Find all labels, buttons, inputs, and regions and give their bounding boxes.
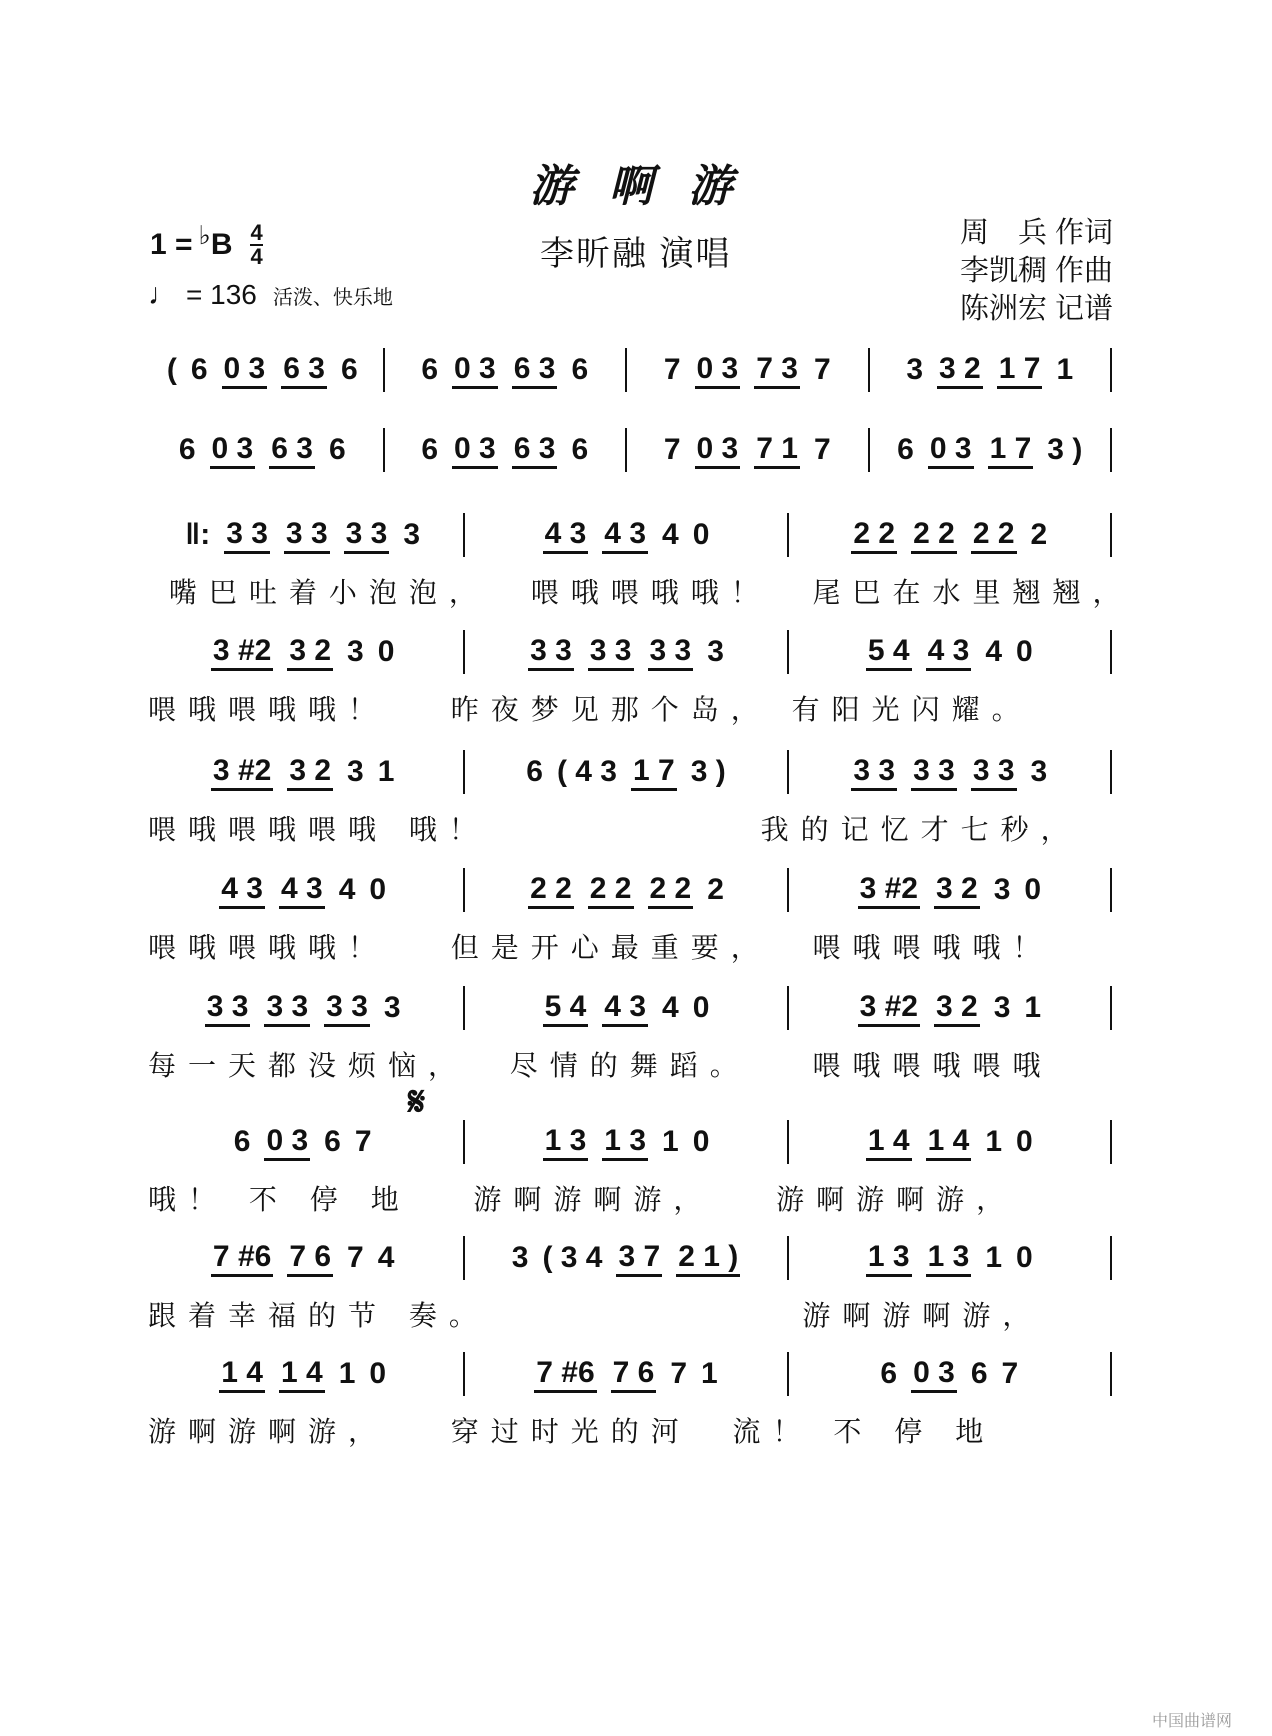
note-token: 0 bbox=[1024, 873, 1042, 906]
note-token: 1 3 bbox=[866, 1240, 912, 1277]
measure bbox=[876, 432, 1105, 469]
note-token: 1 3 bbox=[543, 1124, 589, 1161]
barline bbox=[1110, 348, 1112, 392]
note-token: 3 2 bbox=[934, 990, 980, 1027]
measure bbox=[148, 517, 457, 554]
barline bbox=[463, 1236, 465, 1280]
barline bbox=[625, 428, 627, 472]
measure bbox=[148, 990, 457, 1027]
measure bbox=[633, 352, 862, 389]
note-token: 1 7 bbox=[631, 754, 677, 791]
note-token: 4 bbox=[985, 635, 1003, 668]
note-token: 2 2 bbox=[528, 872, 574, 909]
credits bbox=[960, 214, 1113, 328]
measure bbox=[795, 634, 1104, 671]
note-token: 3 3 bbox=[324, 990, 370, 1027]
note-line bbox=[148, 622, 1118, 682]
note-token: 7 1 bbox=[754, 432, 800, 469]
note-token: 3 3 bbox=[284, 517, 330, 554]
note-token: 0 bbox=[692, 1125, 710, 1158]
note-token: 6 bbox=[233, 1125, 251, 1158]
measure bbox=[795, 754, 1104, 791]
note-line bbox=[148, 860, 1118, 920]
note-token: 0 bbox=[377, 635, 395, 668]
time-top: 4 bbox=[250, 220, 263, 245]
measure bbox=[148, 1356, 457, 1393]
barline bbox=[463, 630, 465, 674]
barline bbox=[1110, 1120, 1112, 1164]
note-line bbox=[148, 978, 1118, 1038]
measure bbox=[471, 634, 780, 671]
note-token: 6 3 bbox=[512, 352, 558, 389]
score-row bbox=[148, 978, 1118, 1080]
singer-credit: 李昕融 演唱 bbox=[540, 235, 732, 273]
barline bbox=[1110, 1352, 1112, 1396]
note-token: 0 3 bbox=[222, 352, 268, 389]
note-token: 3 ) bbox=[1047, 433, 1083, 466]
note-token: 4 bbox=[662, 518, 679, 551]
note-token: 5 4 bbox=[866, 634, 912, 671]
note-token: 7 bbox=[813, 353, 831, 386]
note-line bbox=[148, 1112, 1118, 1172]
barline bbox=[787, 630, 789, 674]
composer: 李凯稠 作曲 bbox=[960, 255, 1114, 287]
note-token: 3 bbox=[993, 873, 1011, 906]
score-row bbox=[148, 1228, 1118, 1330]
note-token: 3 #2 bbox=[858, 990, 920, 1027]
note-line bbox=[148, 505, 1118, 565]
measure bbox=[795, 517, 1104, 554]
note-token: 3 3 bbox=[971, 754, 1017, 791]
barline bbox=[1110, 1236, 1112, 1280]
score-row bbox=[148, 622, 1118, 724]
note-token: 3 bbox=[403, 518, 421, 551]
note-token: 4 bbox=[662, 991, 679, 1024]
measure bbox=[148, 634, 457, 671]
note-token: 6 3 bbox=[281, 352, 327, 389]
note-token: 6 bbox=[324, 1125, 341, 1158]
note-token: 7 6 bbox=[611, 1356, 657, 1393]
time-signature bbox=[250, 222, 262, 268]
score-row bbox=[148, 1344, 1118, 1446]
tempo-marking bbox=[148, 278, 393, 312]
note-token: 0 3 bbox=[928, 432, 974, 469]
measure bbox=[471, 517, 780, 554]
note-token: 3 2 bbox=[934, 872, 980, 909]
measure bbox=[391, 432, 620, 469]
note-token: 6 bbox=[421, 433, 439, 466]
lyric-line: 游啊游啊游， 穿过时光的河 流！ 不 停 地 bbox=[148, 1415, 996, 1448]
note-token: 3 bbox=[906, 353, 924, 386]
note-token: 6 bbox=[190, 353, 208, 386]
measure bbox=[471, 1240, 780, 1277]
key-prefix: 1 = bbox=[150, 228, 193, 261]
score-row bbox=[148, 505, 1133, 609]
note-token: 1 bbox=[985, 1125, 1003, 1158]
measure bbox=[471, 1124, 780, 1161]
note-token: 3 3 bbox=[264, 990, 310, 1027]
note-token: 3 3 bbox=[851, 754, 897, 791]
lyric-line: 跟着幸福的节 奏。 游啊游啊游， bbox=[148, 1299, 1043, 1332]
note-token: 4 3 bbox=[543, 517, 589, 554]
note-token: 0 3 bbox=[695, 352, 741, 389]
note-token: 3 3 bbox=[528, 634, 574, 671]
note-token: 6 bbox=[340, 353, 358, 386]
note-token: 1 bbox=[1024, 991, 1042, 1024]
note-line bbox=[148, 742, 1118, 802]
score-row bbox=[148, 1112, 1118, 1214]
note-token: 1 bbox=[338, 1357, 356, 1390]
note-token: 6 bbox=[897, 433, 914, 466]
lyric-line: 喂哦喂哦喂哦 哦！ 我的记忆才七秒， bbox=[148, 813, 1081, 846]
note-token: 1 3 bbox=[602, 1124, 648, 1161]
note-token: 5 4 bbox=[543, 990, 589, 1027]
note-token: 2 1 ) bbox=[676, 1240, 740, 1277]
note-token: 3 3 bbox=[224, 517, 270, 554]
note-token: 6 bbox=[880, 1357, 898, 1390]
note-token: 3 bbox=[511, 1241, 529, 1274]
note-token: 7 bbox=[354, 1125, 372, 1158]
lyric-line: 喂哦喂哦哦！ 昨夜梦见那个岛， 有阳光闪耀。 bbox=[148, 693, 1032, 726]
watermark: 中国曲谱网 bbox=[1151, 1713, 1232, 1730]
note-token: ( 4 3 bbox=[556, 755, 617, 788]
note-token: 3 3 bbox=[648, 634, 694, 671]
measure bbox=[633, 432, 862, 469]
note-token: 7 bbox=[347, 1241, 364, 1274]
barline bbox=[787, 1236, 789, 1280]
measure bbox=[148, 352, 377, 389]
barline bbox=[463, 513, 465, 557]
note-token: 3 bbox=[707, 635, 724, 668]
note-token: 3 3 bbox=[344, 517, 390, 554]
note-token: 6 3 bbox=[269, 432, 315, 469]
barline bbox=[463, 750, 465, 794]
note-token: 1 3 bbox=[926, 1240, 972, 1277]
measure bbox=[795, 1240, 1104, 1277]
transcriber: 陈洲宏 记谱 bbox=[960, 293, 1114, 325]
barline bbox=[1110, 986, 1112, 1030]
note-token: 7 6 bbox=[287, 1240, 333, 1277]
key-letter: B bbox=[210, 228, 233, 261]
note-token: 0 3 bbox=[695, 432, 741, 469]
measure bbox=[148, 754, 457, 791]
note-token: 1 bbox=[985, 1241, 1003, 1274]
tempo-value: = 136 bbox=[186, 279, 257, 310]
lyric-line: 喂哦喂哦哦！ 但是开心最重要， 喂哦喂哦哦！ bbox=[148, 931, 1053, 964]
barline bbox=[787, 513, 789, 557]
lyric-line: 嘴巴吐着小泡泡， 喂哦喂哦哦！ 尾巴在水里翘翘， bbox=[148, 576, 1133, 609]
note-token: 7 #6 bbox=[211, 1240, 273, 1277]
note-token: 7 bbox=[670, 1357, 688, 1390]
barline bbox=[1110, 750, 1112, 794]
measure bbox=[795, 1124, 1104, 1161]
note-token: 1 4 bbox=[219, 1356, 265, 1393]
note-token: 6 bbox=[571, 353, 589, 386]
time-bottom: 4 bbox=[250, 244, 263, 269]
note-line bbox=[148, 340, 1118, 400]
note-token: 0 bbox=[1016, 1241, 1033, 1274]
measure bbox=[148, 1240, 457, 1277]
mood-marking: 活泼、快乐地 bbox=[272, 287, 393, 309]
note-token: 7 #6 bbox=[534, 1356, 596, 1393]
note-line bbox=[148, 1228, 1118, 1288]
barline bbox=[463, 1352, 465, 1396]
note-token: 7 bbox=[663, 353, 681, 386]
note-token: 7 bbox=[813, 433, 831, 466]
note-token: 1 4 bbox=[866, 1124, 912, 1161]
quarter-note-icon: ♩ bbox=[148, 278, 178, 311]
note-token: ( bbox=[166, 353, 177, 386]
note-token: 4 3 bbox=[602, 990, 648, 1027]
barline bbox=[868, 428, 870, 472]
measure bbox=[471, 872, 780, 909]
note-token: 1 bbox=[1056, 353, 1074, 386]
measure bbox=[471, 1356, 780, 1393]
note-token: ( 3 4 bbox=[542, 1241, 603, 1274]
measure bbox=[148, 872, 457, 909]
measure bbox=[148, 432, 377, 469]
flat-symbol: ♭ bbox=[198, 219, 211, 250]
note-token: 3 #2 bbox=[211, 634, 273, 671]
barline bbox=[383, 428, 385, 472]
note-token: 2 bbox=[1030, 518, 1048, 551]
note-token: 0 3 bbox=[452, 352, 498, 389]
note-token: 3 bbox=[347, 755, 364, 788]
note-token: 6 bbox=[526, 755, 543, 788]
note-token: 1 bbox=[701, 1357, 718, 1390]
note-token: 7 bbox=[663, 433, 681, 466]
note-token: 2 2 bbox=[911, 517, 957, 554]
note-token: 3 3 bbox=[588, 634, 634, 671]
note-token: 2 2 bbox=[851, 517, 897, 554]
key-signature bbox=[150, 219, 263, 269]
note-line bbox=[148, 420, 1118, 480]
note-token: 7 3 bbox=[754, 352, 800, 389]
barline bbox=[1110, 868, 1112, 912]
lyric-line: 每一天都没烦恼， 尽情的舞蹈。 喂哦喂哦喂哦 bbox=[148, 1049, 1053, 1082]
note-token: 3 bbox=[993, 991, 1011, 1024]
note-token: 4 3 bbox=[926, 634, 972, 671]
note-token: 3 7 bbox=[616, 1240, 662, 1277]
note-token: 3 2 bbox=[937, 352, 983, 389]
barline bbox=[787, 986, 789, 1030]
note-token: 6 3 bbox=[512, 432, 558, 469]
note-token: 2 2 bbox=[971, 517, 1017, 554]
note-token: 0 bbox=[692, 518, 710, 551]
note-token: 6 bbox=[421, 353, 439, 386]
barline bbox=[787, 868, 789, 912]
barline bbox=[787, 1120, 789, 1164]
note-token: 2 bbox=[707, 873, 724, 906]
note-token: 1 bbox=[662, 1125, 679, 1158]
note-token: 3 2 bbox=[287, 754, 333, 791]
lyricist: 周 兵 作词 bbox=[960, 217, 1114, 249]
note-token: 3 3 bbox=[911, 754, 957, 791]
note-token: 0 bbox=[1016, 1125, 1033, 1158]
note-token: 0 3 bbox=[452, 432, 498, 469]
barline bbox=[787, 1352, 789, 1396]
note-token: 0 bbox=[692, 991, 710, 1024]
note-token: 6 bbox=[571, 433, 589, 466]
note-token: 3 bbox=[1030, 755, 1048, 788]
note-token: 6 bbox=[970, 1357, 988, 1390]
note-token: 0 3 bbox=[264, 1124, 310, 1161]
note-token: 0 bbox=[369, 873, 387, 906]
measure bbox=[471, 754, 780, 791]
barline bbox=[463, 868, 465, 912]
note-token: 1 bbox=[377, 755, 395, 788]
measure bbox=[148, 1124, 457, 1161]
note-token: 0 3 bbox=[911, 1356, 957, 1393]
note-token: 3 #2 bbox=[211, 754, 273, 791]
barline bbox=[787, 750, 789, 794]
note-token: 4 3 bbox=[602, 517, 648, 554]
measure bbox=[876, 352, 1105, 389]
barline bbox=[868, 348, 870, 392]
barline bbox=[1110, 513, 1112, 557]
note-token: 6 bbox=[328, 433, 346, 466]
score-row bbox=[148, 742, 1118, 844]
song-title: 游 啊 游 bbox=[529, 161, 743, 212]
barline bbox=[1110, 428, 1112, 472]
note-token: 3 ) bbox=[690, 755, 726, 788]
score-row bbox=[148, 860, 1118, 962]
barline bbox=[463, 986, 465, 1030]
note-token: 1 7 bbox=[988, 432, 1034, 469]
note-token: 4 bbox=[377, 1241, 395, 1274]
measure bbox=[391, 352, 620, 389]
note-token: 1 4 bbox=[926, 1124, 972, 1161]
note-token: 0 bbox=[369, 1357, 387, 1390]
barline bbox=[383, 348, 385, 392]
note-token: 3 bbox=[347, 635, 364, 668]
lyric-line: 哦！ 不 停 地 游啊游啊游， 游啊游啊游， bbox=[148, 1183, 1017, 1216]
note-token: 0 bbox=[1016, 635, 1033, 668]
barline bbox=[625, 348, 627, 392]
note-token: 2 2 bbox=[588, 872, 634, 909]
note-token: 2 2 bbox=[648, 872, 694, 909]
measure bbox=[795, 1356, 1104, 1393]
measure bbox=[471, 990, 780, 1027]
note-token: 6 bbox=[178, 433, 196, 466]
note-token: 4 3 bbox=[219, 872, 265, 909]
note-token: 3 #2 bbox=[858, 872, 920, 909]
note-token: 1 7 bbox=[997, 352, 1043, 389]
measure bbox=[795, 990, 1104, 1027]
note-token: 3 2 bbox=[287, 634, 333, 671]
note-token: ‖: bbox=[185, 518, 211, 551]
note-token: 4 3 bbox=[279, 872, 325, 909]
note-token: 4 bbox=[338, 873, 356, 906]
segno-icon: 𝄋 bbox=[408, 1080, 426, 1124]
barline bbox=[1110, 630, 1112, 674]
barline bbox=[463, 1120, 465, 1164]
note-token: 3 bbox=[383, 991, 401, 1024]
note-token: 3 3 bbox=[205, 990, 251, 1027]
note-line bbox=[148, 1344, 1118, 1404]
note-token: 1 4 bbox=[279, 1356, 325, 1393]
measure bbox=[795, 872, 1104, 909]
note-token: 0 3 bbox=[210, 432, 256, 469]
note-token: 7 bbox=[1001, 1357, 1019, 1390]
